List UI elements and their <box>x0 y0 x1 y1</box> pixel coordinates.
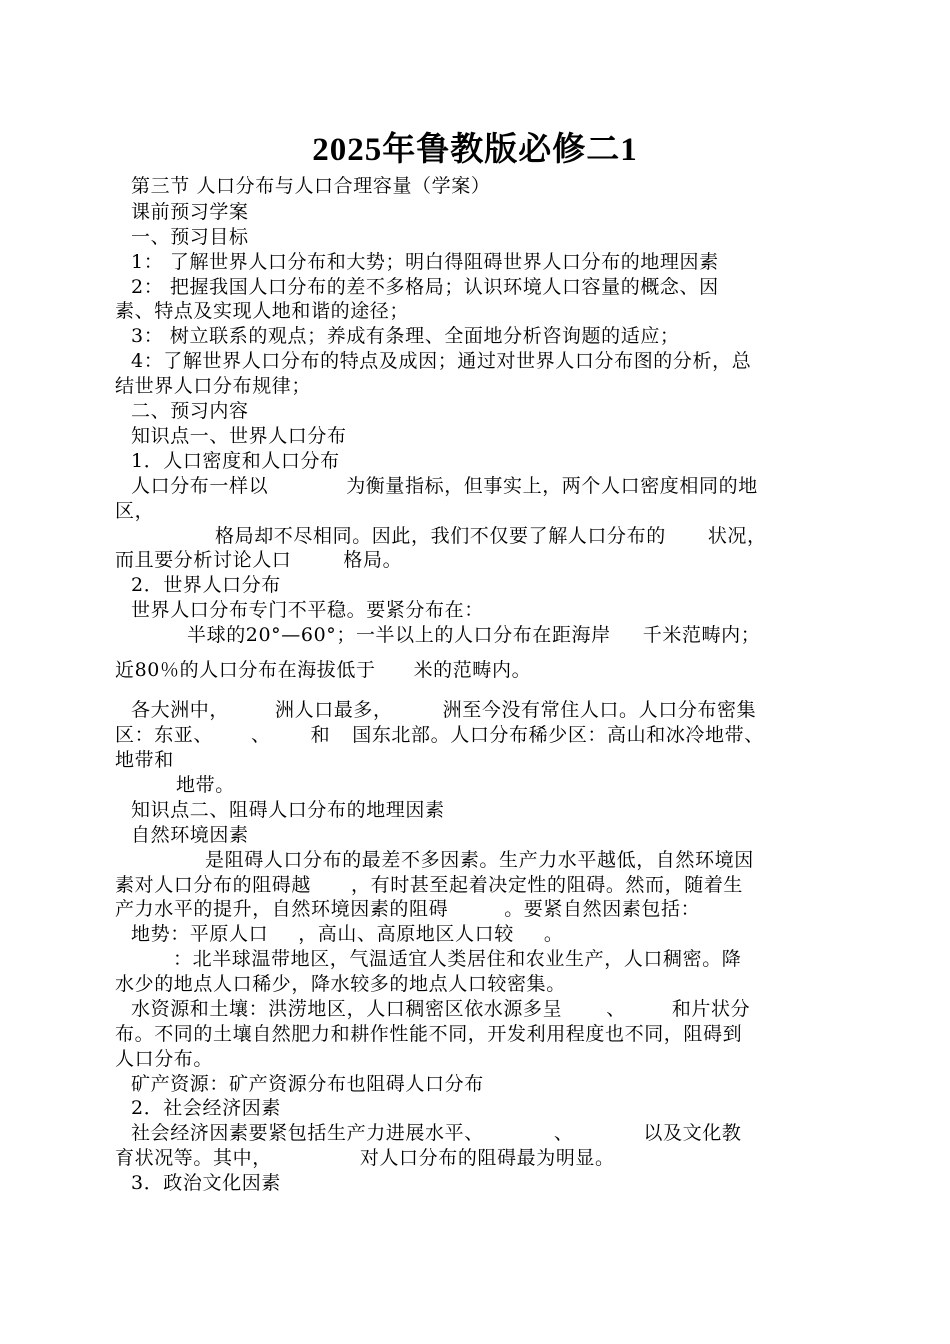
text-line: 1： 了解世界人口分布和大势；明白得阻碍世界人口分布的地理因素 <box>131 251 719 273</box>
subheading: 知识点二、阻碍人口分布的地理因素 <box>131 799 445 821</box>
text-line: 是阻碍人口分布的最差不多因素。生产力水平越低，自然环境因 <box>205 849 754 871</box>
subheading: 1．人口密度和人口分布 <box>131 450 340 472</box>
text-line: 人口分布。 <box>115 1048 214 1070</box>
section-heading: 第三节 人口分布与人口合理容量（学案） <box>131 175 491 197</box>
text-line: 地带。 <box>176 774 235 796</box>
text-line: 水资源和土壤：洪涝地区，人口稠密区依水源多呈 、 和片状分 <box>131 998 751 1020</box>
text-line: 区：东亚、 、 和 国东北部。人口分布稀少区：高山和冰冷地带、 <box>115 724 764 746</box>
text-line: 3： 树立联系的观点；养成有条理、全面地分析咨询题的适应； <box>131 325 680 347</box>
text-line: 产力水平的提升，自然环境因素的阻碍 。要紧自然因素包括： <box>115 898 701 920</box>
text-line: 区， <box>115 500 155 522</box>
text-line: 4：了解世界人口分布的特点及成因；通过对世界人口分布图的分析，总 <box>131 350 752 372</box>
text-line: 世界人口分布专门不平稳。要紧分布在： <box>131 599 484 621</box>
text-line: 结世界人口分布规律； <box>115 375 312 397</box>
text-line: 布。不同的土壤自然肥力和耕作性能不同，开发利用程度也不同，阻碍到 <box>115 1023 743 1045</box>
subheading: 自然环境因素 <box>131 824 249 846</box>
subheading: 二、预习内容 <box>131 400 249 422</box>
text-line: 矿产资源：矿产资源分布也阻碍人口分布 <box>131 1073 484 1095</box>
text-line: 而且要分析讨论人口 格局。 <box>115 549 403 571</box>
text-line: 半球的20°—60°；一半以上的人口分布在距海岸 千米范畴内； <box>187 624 761 646</box>
subheading: 一、预习目标 <box>131 226 249 248</box>
text-line: 育状况等。其中， 对人口分布的阻碍最为明显。 <box>115 1147 615 1169</box>
text-line: 人口分布一样以 为衡量指标，但事实上，两个人口密度相同的地 <box>131 475 758 497</box>
text-line: 素对人口分布的阻碍越 ，有时甚至起着决定性的阻碍。然而，随着生 <box>115 874 744 896</box>
text-line: 社会经济因素要紧包括生产力进展水平、 、 以及文化教 <box>131 1122 742 1144</box>
text-line: 格局却不尽相同。因此，我们不仅要了解人口分布的 状况， <box>215 525 767 547</box>
text-line: 地势：平原人口 ，高山、高原地区人口较 。 <box>131 923 564 945</box>
document-title: 2025年鲁教版必修二1 <box>312 132 638 168</box>
text-line: 各大洲中， 洲人口最多， 洲至今没有常住人口。人口分布密集 <box>131 699 757 721</box>
subheading: 知识点一、世界人口分布 <box>131 425 347 447</box>
subheading: 2．世界人口分布 <box>131 574 281 596</box>
subheading: 3．政治文化因素 <box>131 1172 281 1194</box>
text-line: 素、特点及实现人地和谐的途径； <box>115 300 410 322</box>
subheading: 2．社会经济因素 <box>131 1097 281 1119</box>
subheading: 课前预习学案 <box>131 201 249 223</box>
text-line: ：北半球温带地区，气温适宜人类居住和农业生产，人口稠密。降 <box>173 948 742 970</box>
text-line: 近80％的人口分布在海拔低于 米的范畴内。 <box>115 659 532 681</box>
text-line: 地带和 <box>115 749 174 771</box>
text-line: 水少的地点人口稀少，降水较多的地点人口较密集。 <box>115 973 566 995</box>
text-line: 2： 把握我国人口分布的差不多格局；认识环境人口容量的概念、因 <box>131 276 719 298</box>
